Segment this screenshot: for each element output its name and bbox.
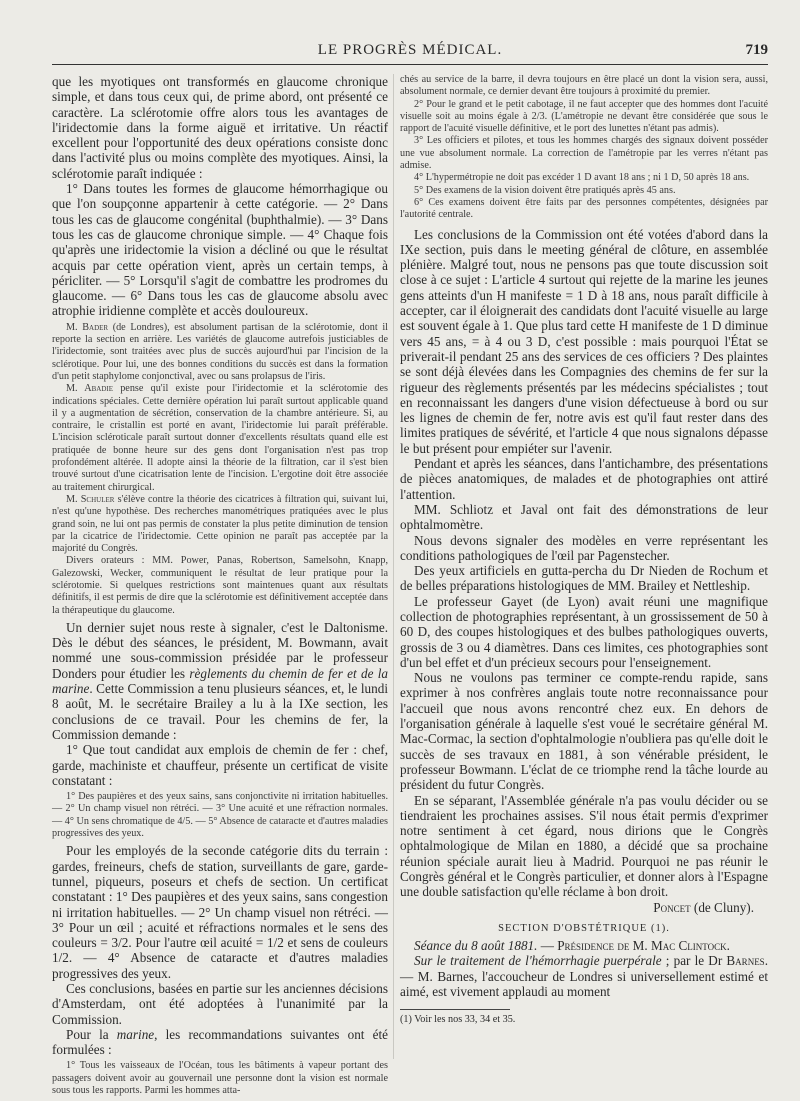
paragraph-text: s'élève contre la théorie des cicatrices à filtration qui, suivant lui, n'est qu'une hypothèse. Des recherches manométriques pratiquées avec le plus grand soin, ne lui ont pas permis de constater la plus petite diminution de tension par la cicatrice de l'iridectomie. Cette opinion ne paraît pas acceptée par la majorité du Congrès. — [52, 493, 388, 555]
footnote-rule — [400, 1009, 510, 1010]
column-divider — [393, 74, 394, 1059]
paragraph: Nous devons signaler des modèles en verre représentant les conditions pathologiques de l'œil par Pagenstecher. — [400, 532, 768, 563]
journal-title: LE PROGRÈS MÉDICAL. — [317, 42, 503, 58]
paragraph: Ces conclusions, basées en partie sur les anciennes décisions d'Amsterdam, ont été adoptées à l'unanimité par la Commission. — [52, 981, 388, 1027]
author-name: Poncet — [653, 899, 691, 915]
italic-text: règlements du chemin de fer et de la marine — [52, 665, 389, 697]
paragraph — [400, 953, 768, 999]
right-column — [400, 74, 768, 1026]
session-date: Séance du 8 août 1881. — [414, 937, 538, 953]
section-heading: SECTION D'OBSTÉTRIQUE (1). — [498, 922, 670, 934]
paragraph-small: 5° Des examens de la vision doivent être pratiqués après 45 ans. — [414, 184, 676, 196]
paragraph-text: (de Londres), est absolument partisan de la sclérotomie, dont il reporte la section en arrière. Les variétés de glaucome autrefois justiciables de l'iridectomie, sont traitées avec plus de succès aujourd'hui par l'incision de la sclérotique. Pour lui, une des bonnes conditions du succès est dans la formation d'un petit staphylome conjonctival, avec ou sans prolapsus de l'iris. — [52, 321, 388, 382]
paragraph-text: . — M. Barnes, l'accoucheur de Londres si universellement estimé et aimé, est vivement applaudi au moment — [400, 953, 768, 999]
left-column — [52, 74, 388, 1097]
paragraph-small: 3° Les officiers et pilotes, et tous les hommes chargés des signaux doivent posséder une vue absolument normale. La correction de l'amétropie par les verres n'étant pas admise. — [400, 135, 768, 172]
footnote: (1) Voir les nos 33, 34 et 35. — [400, 1014, 516, 1026]
paragraph: Pour les employés de la seconde catégorie dits du terrain : gardes, freineurs, chefs de station, surveillants de gare, garde-tunnel, piqueurs, poseurs et chefs de section. Un certificat constatant : 1° Des paupières et des yeux sains, sans congestion ni irritation habituelles. — 2° Un champ visuel non rétréci. — 3° Pour un œil ; acuité et réfractions normales et le sens des couleurs = 3/2. Pour l'autre œil acuité = 1/2 et sens de couleurs 1/2. — 4° Absence de cataracte et d'autres maladies progressives des yeux. — [52, 843, 388, 981]
paragraph: Pendant et après les séances, dans l'antichambre, des présentations de pièces anatomiques, de malades et de photographies ont attiré l'attention. — [400, 456, 768, 502]
paragraph-small: 1° Tous les vaisseaux de l'Océan, tous les bâtiments à vapeur portant des passagers doivent avoir au gouvernail une personne dont la vision est normale sous tous les rapports. Parmi les hommes atta- — [52, 1060, 388, 1097]
paragraph-small: Divers orateurs : MM. Power, Panas, Robertson, Samelsohn, Knapp, Galezowski, Wecker, communiquent le résultat de leur pratique pour la sclérotomie. Si quelques restrictions sont maintenues quant aux résultats définitifs, il est permis de dire que la sclérotomie est définitivement acceptée dans la thérapeutique du glaucome. — [52, 555, 388, 616]
paragraph: MM. Schliotz et Javal ont fait des démonstrations de leur ophtalmomètre. — [400, 501, 768, 533]
italic-text: marine — [116, 1026, 155, 1042]
page-number: 719 — [745, 42, 768, 58]
paragraph: 1° Que tout candidat aux emplois de chemin de fer : chef, garde, machiniste et chauffeur, présente un certificat de visite constatant : — [52, 742, 388, 788]
paragraph: 1° Dans toutes les formes de glaucome hémorrhagique ou que l'on soupçonne appartenir à cette catégorie. — 2° Dans tous les cas de glaucome congénital (buphthalmie). — 3° Dans tous les cas de glaucome chronique simple. — 4° Chaque fois qu'après une iridectomie la vision a décliné ou que le résultat acquis par cette opération vient, après un certain temps, à péricliter. — 5° Lorsqu'il s'agit de combattre les prodromes du glaucome. — 6° Dans tous les cas de glaucome absolu avec atrophie iridienne complète et accès douloureux. — [52, 181, 388, 319]
paragraph: Des yeux artificiels en gutta-percha du Dr Nieden de Rochum et de belles préparations histologiques de MM. Brailey et Nettleship. — [400, 563, 768, 594]
author-place: (de Cluny). — [690, 899, 754, 915]
paragraph: que les myotiques ont transformés en glaucome chronique simple, et dans tous ceux qui, de prime abord, ont présenté ce caractère. La sclérotomie offre alors tous les avantages de l'iridectomie dans la forme aiguë et irritative. Un réactif excellent pour l'opportunité des deux opérations consiste donc dans l'activité plus ou moins complète des myotiques. Ainsi, la sclérotomie paraît indiquée : — [52, 74, 388, 181]
paragraph-text: . Cette Commission a tenu plusieurs séances, et, le lundi 8 août, M. le secrétaire Brailey a lu à la IXe section, les conclusions de ce travail. Pour les chemins de fer, la Commission demande : — [52, 681, 388, 742]
paragraph-small: 2° Pour le grand et le petit cabotage, il ne faut accepter que des hommes dont l'acuité visuelle soit au moins égale à 2/3. (L'amétropie ne devant être considérée que sous le rapport de l'acuité visuelle définitive, et le port des lunettes n'étant pas admis). — [400, 98, 768, 135]
paragraph-small — [52, 494, 388, 555]
author-signature — [400, 900, 768, 915]
paragraph-small: chés au service de la barre, il devra toujours en être placé un dont la vision sera, aussi, absolument normale, ce dernier devant être toujours à proximité du premier. — [400, 74, 768, 98]
paragraph: Nous ne voulons pas terminer ce compte-rendu rapide, sans exprimer à nos confrères anglais toute notre reconnaissance pour l'accueil que nous avons rencontré chez eux. En dehors de l'organisation générale à laquelle s'est voué le secrétaire général M. Mac-Cormac, la section d'ophtalmologie n'oubliera pas qu'elle doit le succès de ses travaux en 1881, à son vénérable président, le professeur Bowmann. L'éclat de ce triomphe rend la tâche lourde au président du futur Congrès. — [400, 670, 768, 793]
paragraph — [52, 620, 388, 742]
paragraph-text: Pour la — [66, 1026, 117, 1042]
paragraph-text: ; par le Dr — [661, 953, 727, 969]
paragraph-small: 1° Des paupières et des yeux sains, sans conjonctivite ni irritation habituelles. — 2° Un champ visuel non rétréci. — 3° Une acuité et une réfraction normales. — 4° Un sens chromatique de 4/5. — 5° Absence de cataracte et d'autres maladies progressives des yeux. — [52, 791, 388, 840]
session-line — [400, 938, 768, 953]
speaker-name: M. Schuler — [66, 493, 115, 505]
paragraph-text: pense qu'il existe pour l'iridectomie et la sclérotomie des indications spéciales. Cette dernière opération lui paraît surtout applicable quand il y a augmentation de sécrétion, conservation de la chambre antérieure. Si, au contraire, le cristallin est porté en avant, l'iridectomie lui paraît préférable. L'incision scléroticale paraît surtout donner d'excellents résultats quand elle est pratiquée de bonne heure sur des gens dont l'organisation n'est pas trop profondément altérée. Il adopte ainsi la théorie de la filtration, car il s'est bien trouvé surtout d'une cicatrisation lente de l'incision. L'ergotine doit être associée au traitement chirurgical. — [52, 383, 388, 493]
paragraph: Les conclusions de la Commission ont été votées d'abord dans la IXe section, puis dans le meeting général de clôture, en assemblée plénière. Malgré tout, nous ne pensons pas que toute discussion soit close à ce sujet : L'article 4 surtout qui rejette de la marine les jeunes gens atteints d'un H manifeste = 1 D à 18 ans, nous paraît difficile à accepter, car il éloignerait des candidats dont l'acuité visuelle au large est souvent égale à 1. Que plus tard cette H manifeste de 1 D diminue vers 45 ans, = à 4 ou 3 D, c'est possible : mais pourquoi l'État se priverait-il pendant 25 ans des services de ces officiers ? Des plaintes se sont déjà élevées dans les Compagnies des chemins de fer sur la rigueur des règlements présentés par les médecins spécialistes ; tout en reconnaissant les dangers d'une vision défectueuse à bord ou sur les lignes de chemin de fer, notre avis est qu'il faut rester dans des limites pratiques de sévérité, et l'article 4 que nous signalons dépasse le but présent pour empiéter sur l'avenir. — [400, 226, 768, 456]
paragraph-small — [52, 322, 388, 383]
paragraph-small: 4° L'hypermétropie ne doit pas excéder 1 D avant 18 ans ; ni 1 D, 50 après 18 ans. — [414, 172, 750, 184]
paragraph-small — [52, 383, 388, 494]
session-presidency: — Présidence de M. Mac Clintock. — [537, 937, 730, 953]
page-header — [52, 40, 768, 65]
paragraph-text: , les recommandations suivantes ont été formulées : — [52, 1026, 389, 1058]
paragraph — [52, 1027, 388, 1058]
paragraph: Le professeur Gayet (de Lyon) avait réuni une magnifique collection de photographies représentant, à un grossissement de 50 à 60 D, des coupes histologiques et des bulbes pathologiques ouverts, grossis de 3 ou 4 diamètres. Dans ces limites, ces photographies sont d'un bel effet et d'un précieux secours pour l'enseignement. — [400, 593, 768, 670]
speaker-name: M. Bader — [66, 321, 109, 333]
italic-text: Sur le traitement de l'hémorrhagie puerpérale — [414, 953, 662, 969]
paragraph: En se séparant, l'Assemblée générale n'a pas voulu décider ou se tiendraient les prochaines assises. S'il nous était permis d'exprimer notre sentiment à cet égard, nous dirions que le Congrès ophtalmologique de Milan en 1880, a décidé que sa prochaine réunion spéciale aurait lieu à Madrid. Pourquoi ne pas réunir le Congrès général et le Congrès particulier, et donner alors à l'Espagne une double satisfaction qu'elle réclame à bon droit. — [400, 792, 768, 900]
paragraph-small: 6° Ces examens doivent être faits par des personnes compétentes, désignées par l'autorité centrale. — [400, 196, 768, 221]
speaker-name: M. Abadie — [66, 383, 113, 395]
paragraph-text: Un dernier sujet nous reste à signaler, c'est le Daltonisme. Dès le début des séances, le président, M. Bowmann, avait nommé une sous-commission présidée par le professeur Donders pour étudier les — [52, 619, 388, 681]
speaker-name: Barnes — [726, 953, 765, 969]
